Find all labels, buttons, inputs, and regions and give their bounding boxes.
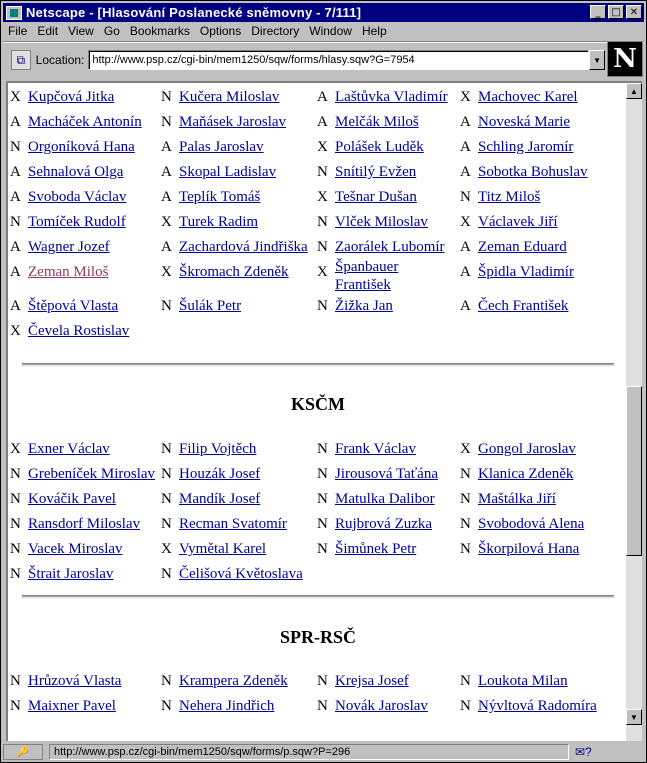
vote-entry <box>460 114 570 131</box>
section-divider <box>22 363 614 366</box>
menu-go[interactable]: Go <box>103 24 120 38</box>
menu-bookmarks[interactable]: Bookmarks <box>129 24 190 38</box>
vote-entry <box>460 698 597 715</box>
vote-code: N <box>161 516 172 532</box>
menu-bar <box>3 23 392 41</box>
vote-code: N <box>317 491 328 507</box>
vote-entry <box>10 698 116 715</box>
vote-entry <box>460 466 573 483</box>
vote-row <box>8 466 626 490</box>
vote-code: N <box>161 298 172 314</box>
deputy-link[interactable]: Palas Jaroslav <box>179 139 264 155</box>
vote-entry <box>317 698 428 715</box>
deputy-link[interactable]: Skopal Ladislav <box>179 164 277 180</box>
vote-row <box>8 239 626 263</box>
vote-code: N <box>317 541 328 557</box>
vote-code: X <box>317 264 328 280</box>
vote-entry <box>317 139 424 156</box>
vote-row <box>8 566 626 590</box>
deputy-link[interactable]: Zeman Miloš <box>28 264 109 280</box>
vote-entry <box>161 264 289 281</box>
menu-file[interactable]: File <box>8 24 28 38</box>
vote-entry <box>317 239 445 256</box>
vote-code: N <box>10 491 21 507</box>
vote-entry <box>161 298 241 315</box>
vote-code: X <box>161 264 172 280</box>
vote-code: X <box>10 89 21 105</box>
minimize-button[interactable]: _ <box>590 5 606 19</box>
deputy-link[interactable]: Wagner Jozef <box>28 239 110 255</box>
vote-code: A <box>460 114 471 130</box>
vote-entry <box>317 298 393 315</box>
deputy-link[interactable]: Macháček Antonín <box>28 114 142 130</box>
security-key-icon: 🔑 <box>3 744 43 760</box>
deputy-link[interactable]: Zeman Eduard <box>478 239 567 255</box>
deputy-link[interactable]: Machovec Karel <box>478 89 578 105</box>
vote-code: N <box>10 139 21 155</box>
deputy-link[interactable]: Kupčová Jitka <box>28 89 115 105</box>
deputy-link[interactable]: Zachardová Jindřiška <box>179 239 308 255</box>
vote-entry <box>460 264 574 281</box>
vote-row <box>8 164 626 188</box>
vote-entry <box>10 164 123 181</box>
vote-entry <box>10 673 121 690</box>
deputy-link[interactable]: Vacek Miroslav <box>28 541 123 557</box>
page-content <box>6 81 626 741</box>
deputy-link[interactable]: Grebeníček Miroslav <box>28 466 156 482</box>
vote-code: N <box>317 239 328 255</box>
vote-code: A <box>161 189 172 205</box>
deputy-link[interactable]: Zaorálek Lubomír <box>335 239 445 255</box>
vote-entry <box>161 114 286 131</box>
vote-code: N <box>317 214 328 230</box>
party-heading: SPR-RSČ <box>279 627 356 647</box>
vote-entry <box>317 164 416 181</box>
deputy-link[interactable]: Mandík Josef <box>179 491 261 507</box>
location-toolbar <box>3 43 605 77</box>
vote-code: N <box>317 298 328 314</box>
vote-entry <box>460 214 558 231</box>
vote-code: N <box>10 541 21 557</box>
vote-entry <box>10 541 123 558</box>
vote-entry <box>10 466 155 483</box>
deputy-link[interactable]: Gongol Jaroslav <box>478 441 576 457</box>
vote-row <box>8 114 626 138</box>
vote-code: A <box>10 114 21 130</box>
deputy-link[interactable]: Exner Václav <box>28 441 110 457</box>
vote-code: A <box>10 164 21 180</box>
menu-view[interactable]: View <box>68 24 94 38</box>
scroll-up-arrow[interactable]: ▲ <box>626 83 642 99</box>
vote-entry <box>161 698 274 715</box>
deputy-link[interactable]: Tomíček Rudolf <box>28 214 126 230</box>
vote-code: N <box>10 516 21 532</box>
mail-icon[interactable]: ✉? <box>575 745 592 759</box>
party-heading: KSČM <box>291 394 345 414</box>
netscape-app-icon[interactable] <box>6 6 22 20</box>
deputy-link[interactable]: Škorpilová Hana <box>478 541 580 557</box>
menu-edit[interactable]: Edit <box>37 24 59 38</box>
deputy-link[interactable]: Melčák Miloš <box>335 114 419 130</box>
vote-entry <box>161 189 260 206</box>
vote-code: A <box>161 239 172 255</box>
vote-row <box>8 541 626 565</box>
vote-row <box>8 139 626 163</box>
vote-row <box>8 323 626 347</box>
deputy-link[interactable]: Schling Jaromír <box>478 139 574 155</box>
window-controls <box>588 5 642 19</box>
vote-entry <box>10 323 129 340</box>
deputy-link[interactable]: Klanica Zdeněk <box>478 466 574 482</box>
vote-code: X <box>317 139 328 155</box>
vote-entry <box>161 164 276 181</box>
vote-entry <box>161 491 260 508</box>
maximize-button[interactable]: □ <box>608 5 624 19</box>
deputy-link[interactable]: Filip Vojtěch <box>179 441 257 457</box>
bookmark-link-icon[interactable]: ⧉ <box>11 50 31 70</box>
deputy-link[interactable]: Žižka Jan <box>335 298 393 314</box>
vote-code: N <box>161 698 172 714</box>
deputy-link[interactable]: Orgoníková Hana <box>28 139 135 155</box>
vote-code: N <box>10 466 21 482</box>
vote-entry <box>317 673 409 690</box>
vote-code: A <box>317 114 328 130</box>
vote-entry <box>317 214 428 231</box>
vote-row <box>8 189 626 213</box>
vote-row <box>8 214 626 238</box>
vote-code: N <box>161 441 172 457</box>
vote-code: X <box>460 441 471 457</box>
vote-entry <box>317 114 419 131</box>
netscape-logo[interactable]: N <box>607 41 643 77</box>
vote-entry <box>460 441 576 458</box>
vote-entry <box>317 89 448 106</box>
vote-entry <box>10 566 113 583</box>
vote-entry <box>10 441 110 458</box>
vote-entry <box>460 239 567 256</box>
vote-entry <box>10 139 135 156</box>
vote-entry <box>161 516 287 533</box>
vote-code: N <box>460 189 471 205</box>
status-text: http://www.psp.cz/cgi-bin/mem1250/sqw/forms/p.sqw?P=296 <box>49 744 569 760</box>
vote-code: N <box>317 673 328 689</box>
vote-code: A <box>460 239 471 255</box>
menu-directory[interactable]: Directory <box>251 24 300 38</box>
deputy-link[interactable]: Recman Svatomír <box>179 516 287 532</box>
scroll-thumb[interactable] <box>626 386 642 556</box>
vote-code: N <box>10 673 21 689</box>
vote-entry <box>161 466 260 483</box>
vote-entry <box>10 491 116 508</box>
vote-code: N <box>161 673 172 689</box>
deputy-link[interactable]: Čelišová Květoslava <box>179 566 303 582</box>
vote-code: X <box>10 323 21 339</box>
vote-code: A <box>10 298 21 314</box>
vote-code: N <box>317 516 328 532</box>
deputy-link[interactable]: Ransdorf Miloslav <box>28 516 141 532</box>
vote-code: A <box>460 139 471 155</box>
deputy-link[interactable]: Škromach Zdeněk <box>179 264 289 280</box>
location-label: Location: <box>35 53 85 67</box>
vote-entry <box>10 239 110 256</box>
vote-code: N <box>460 541 471 557</box>
vote-code: N <box>161 491 172 507</box>
deputy-link[interactable]: Kováčik Pavel <box>28 491 116 507</box>
deputy-link[interactable]: Maštálka Jiří <box>478 491 556 507</box>
vote-code: N <box>460 466 471 482</box>
vote-entry <box>317 259 445 294</box>
vote-entry <box>161 214 258 231</box>
location-dropdown-button[interactable]: ▼ <box>589 50 605 70</box>
scroll-down-arrow[interactable]: ▼ <box>626 709 642 725</box>
vote-entry <box>161 239 308 256</box>
deputy-link[interactable]: Sobotka Bohuslav <box>478 164 588 180</box>
deputy-link[interactable]: Nývltová Radomíra <box>478 698 597 714</box>
vote-code: N <box>317 441 328 457</box>
deputy-link[interactable]: Čevela Rostislav <box>28 323 130 339</box>
deputy-link[interactable]: Frank Václav <box>335 441 416 457</box>
vote-entry <box>10 214 126 231</box>
vote-code: X <box>460 214 471 230</box>
deputy-link[interactable]: Svobodová Alena <box>478 516 585 532</box>
close-button[interactable]: ✕ <box>626 5 642 19</box>
vertical-scrollbar[interactable] <box>626 81 642 741</box>
vote-code: N <box>161 466 172 482</box>
vote-row <box>8 89 626 113</box>
vote-entry <box>317 189 417 206</box>
deputy-link[interactable]: Polášek Luděk <box>335 139 424 155</box>
vote-entry <box>161 139 264 156</box>
deputy-link[interactable]: Čech František <box>478 298 569 314</box>
vote-row <box>8 698 626 722</box>
vote-code: A <box>161 139 172 155</box>
vote-entry <box>161 673 288 690</box>
vote-entry <box>10 189 126 206</box>
vote-entry <box>10 264 108 281</box>
deputy-link[interactable]: Loukota Milan <box>478 673 568 689</box>
deputy-link[interactable]: Sehnalová Olga <box>28 164 124 180</box>
vote-row <box>8 673 626 697</box>
deputy-link[interactable]: Nehera Jindřich <box>179 698 275 714</box>
vote-entry <box>161 441 256 458</box>
deputy-link[interactable]: Václavek Jiří <box>478 214 558 230</box>
vote-row <box>8 516 626 540</box>
menu-window[interactable]: Window <box>309 24 352 38</box>
deputy-link[interactable]: Snítilý Evžen <box>335 164 417 180</box>
location-input[interactable]: http://www.psp.cz/cgi-bin/mem1250/sqw/forms/hlasy.sqw?G=7954 <box>88 50 589 70</box>
title-bar <box>3 3 644 22</box>
menu-help[interactable]: Help <box>361 24 387 38</box>
vote-code: A <box>460 298 471 314</box>
menu-options[interactable]: Options <box>199 24 242 38</box>
deputy-link[interactable]: Vlček Miloslav <box>335 214 428 230</box>
deputy-link[interactable]: Maixner Pavel <box>28 698 116 714</box>
vote-entry <box>317 541 416 558</box>
vote-code: N <box>161 566 172 582</box>
vote-code: N <box>10 214 21 230</box>
deputy-link[interactable]: Matulka Dalibor <box>335 491 435 507</box>
vote-code: N <box>10 698 21 714</box>
vote-entry <box>460 89 578 106</box>
deputy-link[interactable]: Hrůzová Vlasta <box>28 673 122 689</box>
vote-entry <box>460 673 568 690</box>
vote-code: A <box>10 239 21 255</box>
deputy-link[interactable]: Tešnar Dušan <box>335 189 417 205</box>
vote-entry <box>161 541 266 558</box>
deputy-link[interactable]: Turek Radim <box>179 214 259 230</box>
vote-entry <box>317 516 432 533</box>
vote-entry <box>460 541 579 558</box>
vote-entry <box>460 189 540 206</box>
deputy-link[interactable]: Štrait Jaroslav <box>28 566 114 582</box>
vote-code: A <box>10 264 21 280</box>
vote-code: A <box>460 164 471 180</box>
deputy-link[interactable]: Titz Miloš <box>478 189 541 205</box>
vote-code: N <box>317 698 328 714</box>
vote-code: X <box>10 441 21 457</box>
vote-entry <box>460 139 573 156</box>
vote-entry <box>10 298 118 315</box>
vote-code: N <box>161 114 172 130</box>
vote-entry <box>460 516 584 533</box>
vote-entry <box>460 298 568 315</box>
vote-code: X <box>317 189 328 205</box>
deputy-link[interactable]: Krejsa Josef <box>335 673 409 689</box>
vote-entry <box>161 89 279 106</box>
vote-code: A <box>460 264 471 280</box>
vote-code: N <box>317 466 328 482</box>
vote-entry <box>10 516 140 533</box>
vote-entry <box>317 441 416 458</box>
vote-code: X <box>161 541 172 557</box>
vote-entry <box>317 466 438 483</box>
vote-code: N <box>10 566 21 582</box>
vote-code: N <box>317 164 328 180</box>
vote-code: N <box>460 491 471 507</box>
vote-entry <box>460 491 556 508</box>
window-title: Netscape - [Hlasování Poslanecké sněmovny - 7/111] <box>26 5 362 20</box>
deputy-link[interactable]: Laštůvka Vladimír <box>335 89 448 105</box>
deputy-link[interactable]: Noveská Marie <box>478 114 571 130</box>
vote-row <box>8 441 626 465</box>
deputy-link[interactable]: Špidla Vladimír <box>478 264 574 280</box>
vote-row <box>8 491 626 515</box>
deputy-link[interactable]: Maňásek Jaroslav <box>179 114 287 130</box>
vote-code: X <box>460 89 471 105</box>
vote-code: A <box>317 89 328 105</box>
vote-entry <box>161 566 303 583</box>
vote-code: N <box>161 89 172 105</box>
deputy-link[interactable]: Vymětal Karel <box>179 541 267 557</box>
vote-row <box>8 259 626 293</box>
status-bar <box>3 742 644 762</box>
deputy-link[interactable]: Jirousová Taťána <box>335 466 438 482</box>
vote-entry <box>317 491 435 508</box>
deputy-link[interactable]: Kučera Miloslav <box>179 89 280 105</box>
vote-code: N <box>460 673 471 689</box>
deputy-link[interactable]: Šulák Petr <box>179 298 242 314</box>
deputy-link[interactable]: Krampera Zdeněk <box>179 673 288 689</box>
deputy-link[interactable]: Novák Jaroslav <box>335 698 428 714</box>
vote-code: X <box>161 214 172 230</box>
deputy-link[interactable]: Houzák Josef <box>179 466 261 482</box>
vote-code: N <box>460 698 471 714</box>
deputy-link[interactable]: Teplík Tomáš <box>179 189 261 205</box>
deputy-link[interactable]: Štěpová Vlasta <box>28 298 119 314</box>
vote-entry <box>460 164 588 181</box>
vote-code: A <box>10 189 21 205</box>
deputy-link[interactable]: Rujbrová Zuzka <box>335 516 433 532</box>
vote-entry <box>10 89 114 106</box>
vote-row <box>8 298 626 322</box>
section-divider <box>22 595 614 598</box>
deputy-link[interactable]: Španbauer František <box>335 259 399 293</box>
deputy-link[interactable]: Šimůnek Petr <box>335 541 417 557</box>
vote-code: N <box>460 516 471 532</box>
deputy-link[interactable]: Svoboda Václav <box>28 189 127 205</box>
vote-code: A <box>161 164 172 180</box>
vote-entry <box>10 114 142 131</box>
